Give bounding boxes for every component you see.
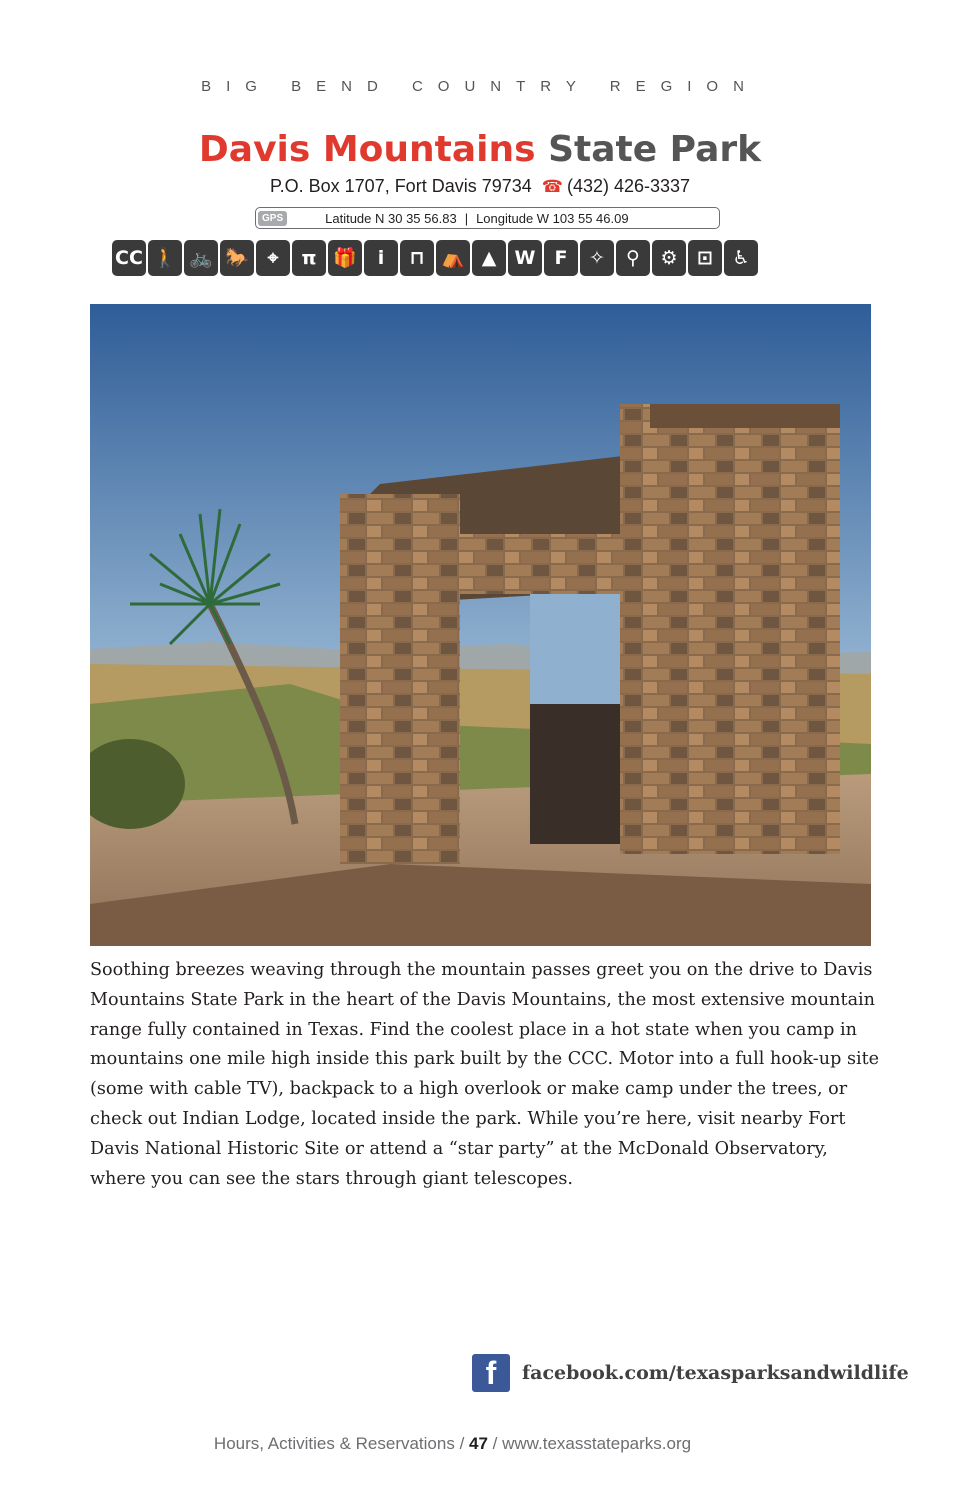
phone-icon: ☎ (541, 177, 563, 196)
interpretive-icon: i (364, 240, 398, 276)
facebook-url[interactable]: facebook.com/texasparksandwildlife (522, 1362, 909, 1384)
footer-left: Hours, Activities & Reservations / (213, 1434, 470, 1453)
park-address: P.O. Box 1707, Fort Davis 79734 (269, 176, 532, 196)
gps-box (255, 207, 720, 229)
park-phone[interactable]: (432) 426-3337 (566, 176, 691, 196)
hiking-icon: 🚶 (148, 240, 182, 276)
wildlife-viewing-icon: ✧ (580, 240, 614, 276)
gps-separator: | (464, 210, 469, 226)
gps-tag: GPS (258, 211, 287, 226)
park-photo (90, 304, 871, 946)
park-description: Soothing breezes weaving through the mountain passes greet you on the drive to Davis Mountains State Park in the heart of the Davis Mountains, the most extensive mountain range fully contained in Texas. Find the coolest place in a hot state when you camp in mountains one mile high inside this park built by the CCC. Motor into a full hook-up site (some with cable TV), backpack to a high overlook or make camp under the trees, or check out Indian Lodge, located inside the park. While you’re here, visit nearby Fort Davis National Historic Site or attend a “star party” at the McDonald Observatory, where you can see the stars through giant telescopes. (90, 960, 880, 1189)
facebook-icon[interactable]: f (472, 1354, 510, 1392)
camping-icon: ⛺ (436, 240, 470, 276)
stone-shelter-photo (90, 304, 871, 946)
gps-latitude: Latitude N 30 35 56.83 (325, 210, 457, 226)
park-type: State Park (548, 129, 762, 170)
footer-website[interactable]: / www.texasstateparks.org (487, 1434, 692, 1453)
page-number: 47 (469, 1434, 488, 1453)
equestrian-icon: 🐎 (220, 240, 254, 276)
geocaching-icon: ⌖ (256, 240, 290, 276)
contact-line (0, 176, 960, 197)
park-name: Davis Mountains (198, 129, 536, 170)
biking-icon: 🚲 (184, 240, 218, 276)
region-heading: BIG BEND COUNTRY REGION (201, 78, 759, 95)
amenity-icons (112, 240, 864, 276)
facebook-link[interactable] (472, 1354, 909, 1392)
group-picnic-icon: ⊓ (400, 240, 434, 276)
accessible-icon: ♿ (724, 240, 758, 276)
showers-icon: ⚙ (652, 240, 686, 276)
ccc-icon: CC (112, 240, 146, 276)
full-hookup-icon: F (544, 240, 578, 276)
picnic-icon: π (292, 240, 326, 276)
park-title (0, 128, 960, 172)
primitive-camping-icon: ▲ (472, 240, 506, 276)
gps-longitude: Longitude W 103 55 46.09 (476, 210, 629, 226)
page-footer (0, 1434, 905, 1454)
water-camping-icon: W (508, 240, 542, 276)
rv-dump-icon: ⊡ (688, 240, 722, 276)
restrooms-icon: ⚲ (616, 240, 650, 276)
gift-shop-icon: 🎁 (328, 240, 362, 276)
